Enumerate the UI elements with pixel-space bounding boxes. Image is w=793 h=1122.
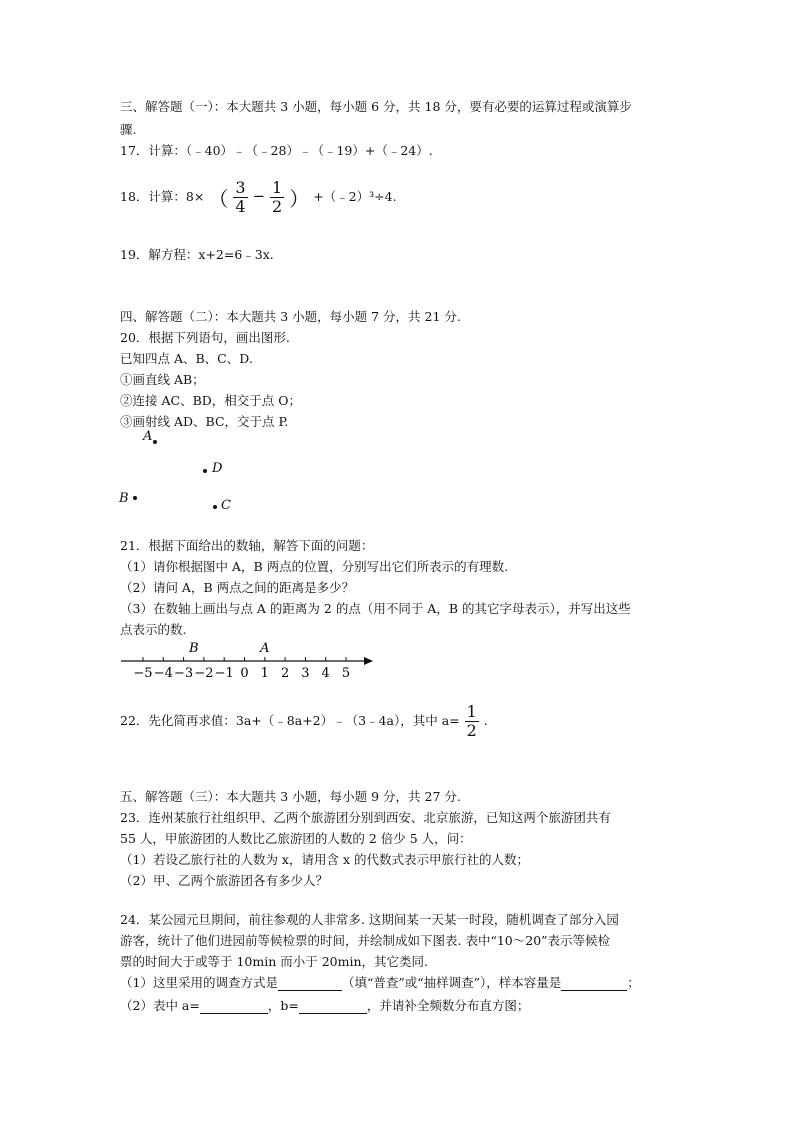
q21-line-3: （2）请问 A，B 两点之间的距离是多少？: [120, 580, 355, 595]
tick-label: −1: [214, 666, 234, 681]
tick-label: 0: [240, 666, 249, 681]
section-5-heading: 五、解答题（三）：本大题共 3 小题，每小题 9 分，共 27 分.: [120, 789, 461, 804]
q23-line-3: （1）若设乙旅行社的人数为 x，请用含 x 的代数式表示甲旅行社的人数；: [120, 852, 529, 867]
point-b-axis-label: B: [188, 641, 199, 656]
point-a-axis-label: A: [260, 641, 270, 656]
point-b-label: B: [119, 491, 129, 506]
q23-line-2: 55 人，甲旅游团的人数比乙旅游团的人数的 2 倍少 5 人，问：: [120, 831, 472, 846]
number-line: [115, 636, 385, 684]
q22-fraction: $\frac{1}{2}$: [466, 702, 477, 740]
q22-text: 22．先化简再求值：3a+（﹣8a+2）﹣（3﹣4a），其中 a=: [120, 713, 460, 728]
survey-method-blank[interactable]: [278, 976, 342, 991]
question-17: 17．计算：（﹣40）﹣（﹣28）﹣（﹣19）+（﹣24）.: [120, 143, 433, 158]
q24-line-4: [120, 973, 640, 991]
q24-l5-b: ，b=: [267, 998, 299, 1013]
q18-suffix: +（﹣2）³÷4.: [313, 189, 397, 204]
point-d-label: D: [212, 461, 223, 476]
section-3-line-1: 三、解答题（一）：本大题共 3 小题，每小题 6 分，共 18 分，要有必要的运算过程或演算步: [120, 99, 632, 114]
q24-line-5: [120, 996, 529, 1014]
q18-prefix: 18．计算：8×: [120, 189, 205, 204]
q20-line-5: ③画射线 AD、BC，交于点 P.: [120, 414, 289, 429]
q21-line-1: 21．根据下面给出的数轴，解答下面的问题：: [120, 538, 374, 553]
q21-line-5: 点表示的数.: [120, 622, 187, 637]
tick-label: 3: [301, 666, 310, 681]
q18-fraction-1: $\frac{3}{4}$: [235, 178, 246, 216]
q21-line-4: （3）在数轴上画出与点 A 的距离为 2 的点（用不同于 A，B 的其它字母表示），并写出这些: [120, 601, 631, 616]
q24-l5-a: （2）表中 a=: [120, 998, 200, 1013]
point-a-dot: [153, 440, 157, 444]
q24-l5-c: ，并请补全频数分布直方图；: [366, 998, 530, 1013]
value-a-blank[interactable]: [200, 999, 268, 1014]
question-22: [120, 704, 488, 739]
q20-line-4: ②连接 AC、BD，相交于点 O；: [120, 393, 301, 408]
tick-label: −4: [153, 666, 173, 681]
q20-line-1: 20．根据下列语句，画出图形.: [120, 330, 290, 345]
q20-line-2: 已知四点 A、B、C、D.: [120, 351, 253, 366]
q24-line-3: 票的时间大于或等于 10min 而小于 20min，其它类同.: [120, 954, 429, 969]
tick-label: 1: [260, 666, 269, 681]
q23-line-1: 23．连州某旅行社组织甲、乙两个旅游团分别到西安、北京旅游，已知这两个旅游团共有: [120, 810, 611, 825]
q24-l4-a: （1）这里采用的调查方式是: [120, 975, 278, 990]
tick-label: −5: [133, 666, 153, 681]
point-d-dot: [203, 469, 207, 473]
sample-size-blank[interactable]: [561, 976, 627, 991]
value-b-blank[interactable]: [299, 999, 367, 1014]
point-b-dot: [133, 496, 137, 500]
question-19: 19．解方程：x+2=6﹣3x.: [120, 247, 274, 262]
q24-line-1: 24．某公园元旦期间，前往参观的人非常多. 这期间某一天某一时段，随机调查了部分入园: [120, 912, 619, 927]
number-line-arrow: [364, 657, 373, 665]
point-c-dot: [213, 505, 217, 509]
q24-line-2: 游客，统计了他们进园前等候检票的时间，并绘制成如下图表. 表中“10～20”表示等候检: [120, 933, 611, 948]
q18-minus: −: [252, 187, 266, 205]
tick-label: 5: [341, 666, 351, 681]
tick-label: 2: [280, 666, 290, 681]
point-a-label: A: [143, 429, 153, 444]
tick-label: −2: [194, 666, 214, 681]
tick-label: 4: [321, 666, 330, 681]
q24-l4-c: ；: [627, 975, 640, 990]
tick-label: −3: [174, 666, 194, 681]
q20-line-3: ①画直线 AB；: [120, 372, 205, 387]
q21-line-2: （1）请你根据图中 A，B 两点的位置，分别写出它们所表示的有理数.: [120, 559, 509, 574]
section-3-line-2: 骤.: [120, 122, 137, 137]
point-c-label: C: [221, 498, 231, 513]
q23-line-4: （2）甲、乙两个旅游团各有多少人？: [120, 873, 328, 888]
q18-fraction-2: $\frac{1}{2}$: [272, 178, 283, 216]
q24-l4-b: （填“普查”或“抽样调查”），样本容量是: [341, 975, 562, 990]
question-18: 18．计算：8× （ $\frac{3}{4}$ − $\frac{1}{2}$ ） +（﹣2）³÷4.: [120, 178, 397, 216]
q22-end: .: [483, 713, 488, 728]
section-4-heading: 四、解答题（二）：本大题共 3 小题，每小题 7 分，共 21 分.: [120, 309, 461, 324]
